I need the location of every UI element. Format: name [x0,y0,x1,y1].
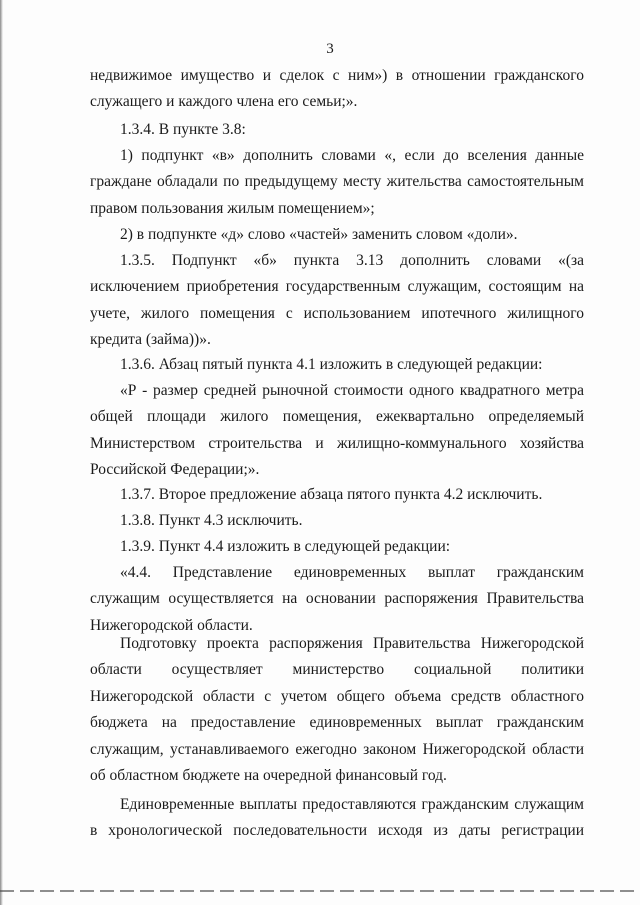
paragraph: Подготовку проекта распоряжения Правительства Нижегородской области осуществляет министерство социальной политики Нижегородской области с учетом общего объема средств областного бюджета на предоставление единовременных выплат гражданским служащим, устанавливаемого ежегодно законом Нижегородской области об областном бюджете на очередной финансовый год. [90,635,584,785]
paragraph: 1.3.5. Подпункт «б» пункта 3.13 дополнить словами «(за исключением приобретения государственным служащим, состоящим на учете, жилого помещения с использованием ипотечного жилищного кредита (займа))». [90,252,584,349]
paragraph: 1) подпункт «в» дополнить словами «, если до вселения данные граждане обладали по предыдущему месту жительства самостоятельным правом пользования жилым помещением»; [90,147,584,217]
document-body [90,352,584,378]
document-body [90,248,584,354]
document-body [90,222,584,248]
paragraph: 1.3.4. В пункте 3.8: [120,121,246,138]
document-body [90,560,584,639]
paragraph: «4.4. Представление единовременных выплат гражданским служащим осуществляется на основании распоряжения Правительства Нижегородской области. [90,564,584,634]
paragraph: 1.3.6. Абзац пятый пункта 4.1 изложить в следующей редакции: [120,356,543,373]
document-body [90,631,584,789]
scan-edge [0,0,3,905]
paragraph: недвижимое имущество и сделок с ним») в отношении гражданского служащего и каждого члена его семьи;». [90,67,584,111]
paragraph: 1.3.9. Пункт 4.4 изложить в следующей редакции: [120,538,451,555]
document-body [90,792,584,845]
paragraph: 2) в подпункте «д» слово «частей» заменить словом «доли». [120,226,518,243]
document-body [90,508,584,534]
document-body [90,482,584,508]
paragraph: 1.3.8. Пункт 4.3 исключить. [120,512,303,529]
paragraph: 1.3.7. Второе предложение абзаца пятого пункта 4.2 исключить. [120,486,543,503]
document-body [90,378,584,484]
page-number: 3 [326,41,334,57]
document-body [90,143,584,222]
paragraph: «Р - размер средней рыночной стоимости одного квадратного метра общей площади жилого помещения, ежеквартально определяемый Министерством строительства и жилищно-коммунального хозяйства Российской Федерации;». [90,382,584,479]
document-body [90,534,584,560]
scan-edge [0,890,640,892]
document-body [90,117,584,143]
document-body [90,63,584,116]
paragraph: Единовременные выплаты предоставляются гражданским служащим в хронологической последовательности исходя из даты регистрации [90,796,584,840]
